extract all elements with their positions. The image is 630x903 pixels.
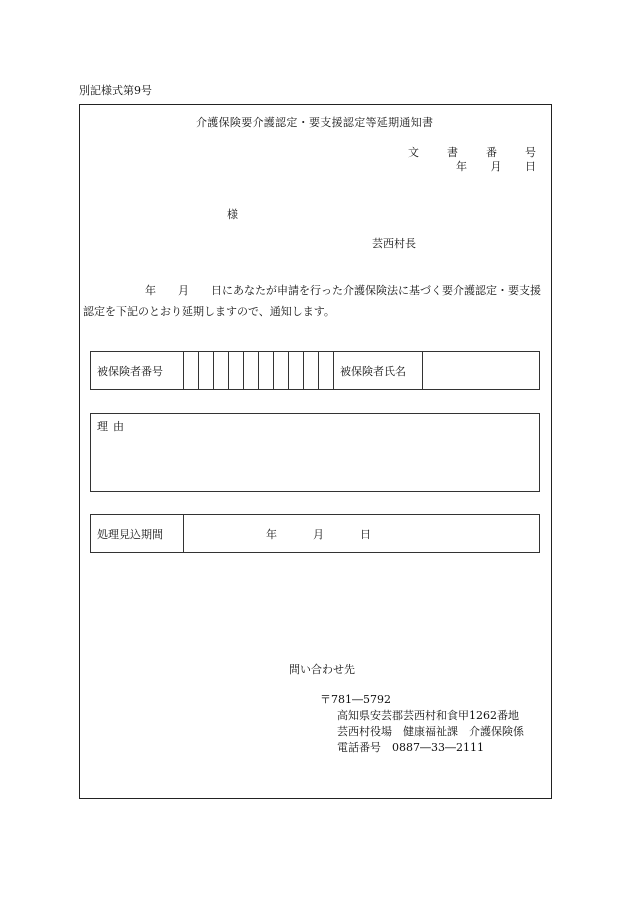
contact-address: 高知県安芸郡芸西村和食甲1262番地: [337, 709, 519, 722]
insured-number-digit-cell[interactable]: [319, 352, 334, 390]
insured-name-label: 被保険者氏名: [334, 352, 423, 390]
reason-box[interactable]: [90, 413, 540, 492]
insured-number-digit-cell[interactable]: [289, 352, 304, 390]
period-day: 日: [360, 527, 371, 541]
period-year: 年: [266, 527, 277, 541]
insured-number-digit-cell[interactable]: [214, 352, 229, 390]
processing-period-table: [90, 514, 540, 553]
doc-number-char: 番: [486, 146, 497, 159]
form-number: 別記様式第9号: [79, 84, 152, 97]
body-month: 月: [178, 284, 189, 297]
period-month: 月: [313, 527, 324, 541]
doc-number-char: 書: [447, 146, 458, 159]
insured-number-label: 被保険者番号: [91, 352, 184, 390]
processing-period-field[interactable]: [184, 515, 540, 553]
body-year: 年: [145, 284, 156, 297]
insured-number-digit-cell[interactable]: [229, 352, 244, 390]
sender-name: 芸西村長: [372, 237, 416, 250]
date-day: 日: [525, 160, 536, 173]
insured-number-digit-cell[interactable]: [274, 352, 289, 390]
insured-number-digit-cell[interactable]: [199, 352, 214, 390]
date-year: 年: [456, 160, 467, 173]
doc-number-char: 号: [525, 146, 536, 159]
doc-number-char: 文: [408, 146, 419, 159]
contact-title: 問い合わせ先: [289, 663, 355, 676]
insured-name-field[interactable]: [423, 352, 540, 390]
contact-phone: 電話番号 0887―33―2111: [337, 741, 484, 754]
contact-postal-code: 〒781―5792: [320, 693, 391, 706]
processing-period-label: 処理見込期間: [91, 515, 184, 553]
body-sentence: 日にあなたが申請を行った介護保険法に基づく要介護認定・要支援認定を下記のとおり延期しますので、通知します。: [83, 284, 541, 318]
body-text: [83, 280, 549, 322]
contact-office: 芸西村役場 健康福祉課 介護保険係: [337, 725, 524, 738]
date-row: [456, 158, 536, 174]
date-month: 月: [490, 160, 502, 173]
document-title: 介護保険要介護認定・要支援認定等延期通知書: [196, 116, 434, 129]
insured-info-table: [90, 351, 540, 390]
insured-number-digit-cell[interactable]: [304, 352, 319, 390]
insured-number-digit-cell[interactable]: [184, 352, 199, 390]
insured-number-digit-cell[interactable]: [244, 352, 259, 390]
reason-label: 理由: [97, 420, 129, 433]
addressee-suffix: 様: [227, 208, 238, 221]
insured-number-digit-cell[interactable]: [259, 352, 274, 390]
